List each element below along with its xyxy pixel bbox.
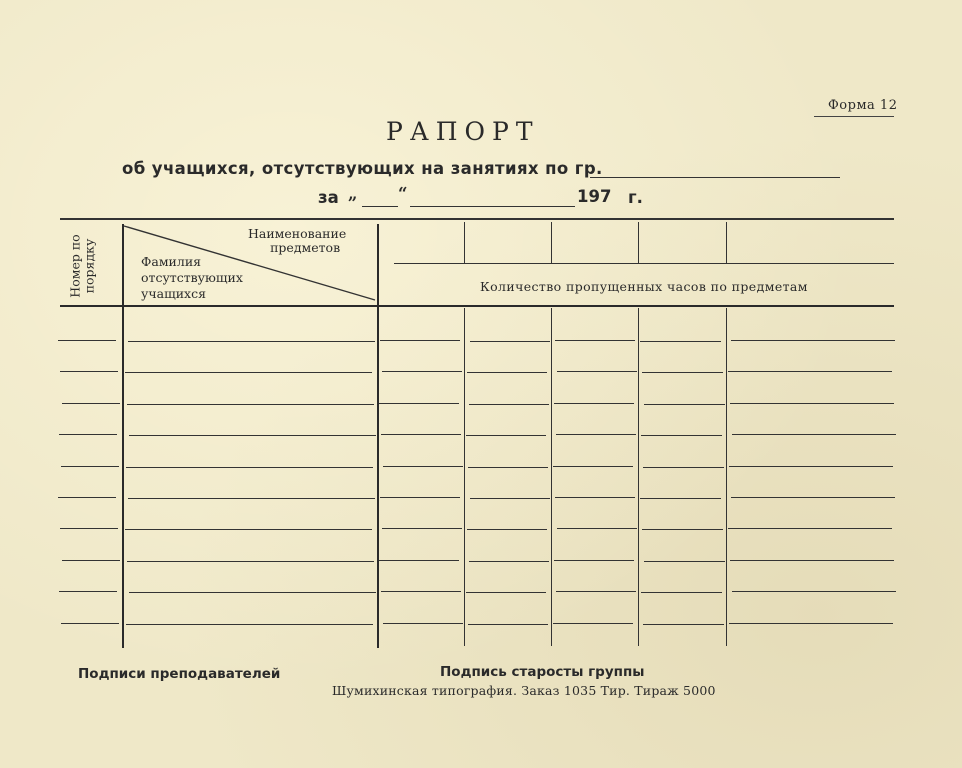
row-fill-line[interactable] xyxy=(640,498,721,499)
row-fill-line[interactable] xyxy=(554,560,634,561)
row-fill-line[interactable] xyxy=(554,403,634,404)
row-fill-line[interactable] xyxy=(468,467,548,468)
row-fill-line[interactable] xyxy=(556,591,636,592)
date-year: 197 xyxy=(577,187,612,206)
row-fill-line[interactable] xyxy=(127,404,374,405)
date-open-quote: „ xyxy=(348,184,358,203)
row-fill-line[interactable] xyxy=(382,371,462,372)
hours-label: Количество пропущенных часов по предметам xyxy=(480,279,808,294)
row-fill-line[interactable] xyxy=(643,624,724,625)
row-fill-line[interactable] xyxy=(59,434,117,435)
report-subtitle: об учащихся, отсутствующих на занятиях по гр. xyxy=(122,159,603,178)
row-fill-line[interactable] xyxy=(129,592,376,593)
date-close-quote: “ xyxy=(398,184,408,203)
row-fill-line[interactable] xyxy=(125,372,372,373)
row-fill-line[interactable] xyxy=(644,561,725,562)
row-fill-line[interactable] xyxy=(640,341,721,342)
col-divider-subjects xyxy=(377,224,379,648)
row-fill-line[interactable] xyxy=(641,435,722,436)
subject-divider-header xyxy=(551,222,552,264)
month-fill-line[interactable] xyxy=(410,206,575,207)
row-fill-line[interactable] xyxy=(128,341,375,342)
table-header-bottom-border xyxy=(60,305,894,307)
subject-divider xyxy=(464,308,465,646)
row-fill-line[interactable] xyxy=(466,435,546,436)
row-fill-line[interactable] xyxy=(553,623,633,624)
row-fill-line[interactable] xyxy=(641,592,722,593)
row-fill-line[interactable] xyxy=(58,340,116,341)
row-fill-line[interactable] xyxy=(470,498,550,499)
teachers-signatures-label: Подписи преподавателей xyxy=(78,666,281,682)
row-fill-line[interactable] xyxy=(379,403,459,404)
row-fill-line[interactable] xyxy=(556,434,636,435)
row-fill-line[interactable] xyxy=(58,497,116,498)
row-fill-line[interactable] xyxy=(380,340,460,341)
row-fill-line[interactable] xyxy=(125,529,372,530)
row-fill-line[interactable] xyxy=(729,623,893,624)
row-fill-line[interactable] xyxy=(380,497,460,498)
row-fill-line[interactable] xyxy=(469,561,549,562)
row-fill-line[interactable] xyxy=(126,467,373,468)
row-fill-line[interactable] xyxy=(383,623,463,624)
subject-divider-header xyxy=(726,222,727,264)
subject-names-baseline xyxy=(394,263,894,264)
col-number-label: Номер по порядку xyxy=(68,234,98,298)
row-fill-line[interactable] xyxy=(466,592,546,593)
row-fill-line[interactable] xyxy=(643,467,724,468)
date-prefix: за xyxy=(318,188,339,207)
day-fill-line[interactable] xyxy=(362,206,398,207)
col-names-header: Фамилия отсутствующих учащихся xyxy=(141,254,243,301)
row-fill-line[interactable] xyxy=(731,340,895,341)
table-top-border xyxy=(60,218,894,220)
row-fill-line[interactable] xyxy=(557,371,637,372)
row-fill-line[interactable] xyxy=(642,372,723,373)
row-fill-line[interactable] xyxy=(728,528,892,529)
row-fill-line[interactable] xyxy=(126,624,373,625)
row-fill-line[interactable] xyxy=(469,404,549,405)
printer-info: Шумихинская типография. Заказ 1035 Тир. Тираж 5000 xyxy=(332,683,716,698)
row-fill-line[interactable] xyxy=(732,434,896,435)
date-year-suffix: г. xyxy=(628,188,643,207)
row-fill-line[interactable] xyxy=(729,466,893,467)
row-fill-line[interactable] xyxy=(467,529,547,530)
row-fill-line[interactable] xyxy=(129,435,376,436)
col-subjects-header: Наименование предметов xyxy=(248,226,347,255)
row-fill-line[interactable] xyxy=(644,404,725,405)
row-fill-line[interactable] xyxy=(470,341,550,342)
subject-divider xyxy=(726,308,727,646)
col-number-header xyxy=(64,228,102,304)
row-fill-line[interactable] xyxy=(728,371,892,372)
row-fill-line[interactable] xyxy=(379,560,459,561)
subject-divider xyxy=(551,308,552,646)
row-fill-line[interactable] xyxy=(59,591,117,592)
form-number: Форма 12 xyxy=(828,98,898,113)
row-fill-line[interactable] xyxy=(730,560,894,561)
row-fill-line[interactable] xyxy=(732,591,896,592)
row-fill-line[interactable] xyxy=(642,529,723,530)
row-fill-line[interactable] xyxy=(60,371,118,372)
row-fill-line[interactable] xyxy=(61,623,119,624)
row-fill-line[interactable] xyxy=(553,466,633,467)
row-fill-line[interactable] xyxy=(62,560,120,561)
row-fill-line[interactable] xyxy=(383,466,463,467)
row-fill-line[interactable] xyxy=(61,466,119,467)
headman-signature-label: Подпись старосты группы xyxy=(440,664,645,680)
row-fill-line[interactable] xyxy=(382,528,462,529)
subject-divider-header xyxy=(464,222,465,264)
row-fill-line[interactable] xyxy=(62,403,120,404)
row-fill-line[interactable] xyxy=(555,340,635,341)
row-fill-line[interactable] xyxy=(557,528,637,529)
row-fill-line[interactable] xyxy=(128,498,375,499)
subject-divider-header xyxy=(638,222,639,264)
col-divider-names xyxy=(122,224,124,648)
row-fill-line[interactable] xyxy=(381,434,461,435)
subject-divider xyxy=(638,308,639,646)
row-fill-line[interactable] xyxy=(381,591,461,592)
row-fill-line[interactable] xyxy=(467,372,547,373)
row-fill-line[interactable] xyxy=(468,624,548,625)
page-title: РАПОРТ xyxy=(386,117,540,146)
row-fill-line[interactable] xyxy=(730,403,894,404)
group-fill-line[interactable] xyxy=(590,177,840,178)
form-number-underline xyxy=(814,116,894,117)
row-fill-line[interactable] xyxy=(555,497,635,498)
row-fill-line[interactable] xyxy=(731,497,895,498)
row-fill-line[interactable] xyxy=(127,561,374,562)
row-fill-line[interactable] xyxy=(60,528,118,529)
